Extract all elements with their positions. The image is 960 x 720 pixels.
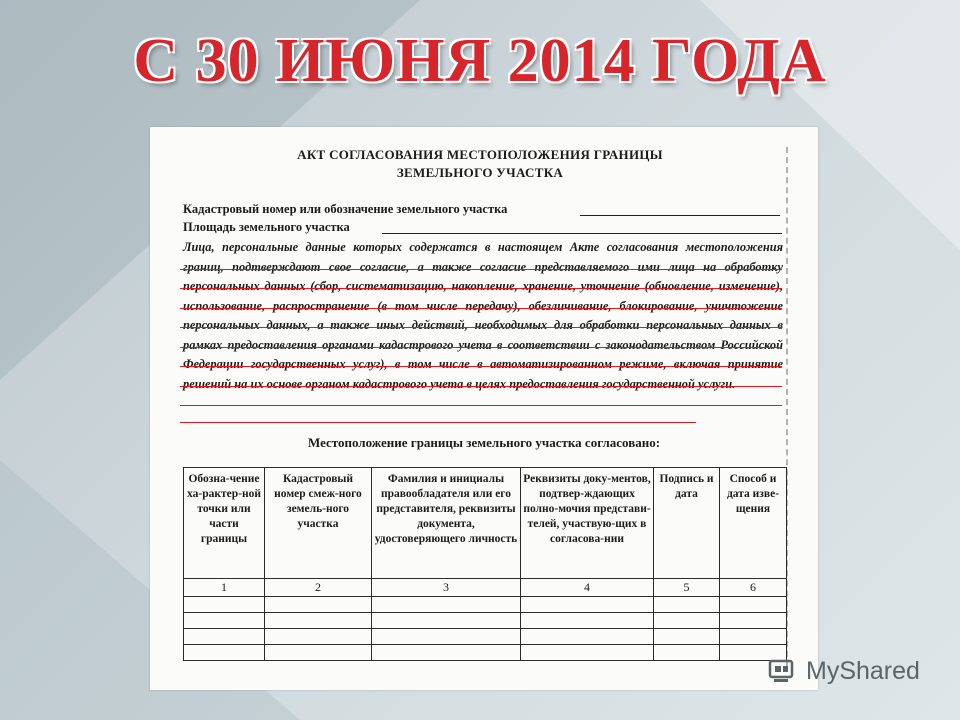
document-title-line1: АКТ СОГЛАСОВАНИЯ МЕСТОПОЛОЖЕНИЯ ГРАНИЦЫ (297, 147, 663, 162)
highlight-underline (180, 386, 782, 387)
table-row (184, 645, 787, 661)
table-header: Кадастровый номер смеж-ного земель-ного участка (265, 468, 372, 579)
highlight-underline (180, 327, 782, 328)
highlight-underline (180, 405, 782, 406)
table-row (184, 597, 787, 613)
column-number: 3 (372, 579, 521, 597)
highlight-underline (180, 308, 782, 309)
column-number: 5 (654, 579, 720, 597)
highlight-underline (180, 347, 782, 348)
document-scan (150, 127, 818, 690)
approval-table (183, 467, 787, 661)
table-row (184, 629, 787, 645)
highlight-underline (180, 288, 782, 289)
plot-area-label: Площадь земельного участка (183, 220, 350, 234)
column-number: 4 (521, 579, 654, 597)
cadastral-number-blank (580, 215, 780, 216)
consent-paragraph: Лица, персональные данные которых содержатся в настоящем Акте согласования местоположения границ, подтверждают свое согласие, а также согласие представляемого ими лица на обработку персональных данных (сбор, систематизацию, накопление, хранение, уточнение (обновление, изменение), использование, распространение (в том числе передачу), обезличивание, блокирование, уничтожение персональных данных, а также иных действий, необходимых для обработки персональных данных в рамках предоставления органами кадастрового учета в соответствии с законодательством Российской Федерации государственных услуг), в том числе в автоматизированном режиме, включая принятие решений на их основе органом кадастрового учета в целях предоставления государственной услуги. (183, 240, 783, 391)
slide-title: С 30 ИЮНЯ 2014 ГОДА (133, 27, 827, 95)
approval-heading: Местоположение границы земельного участка согласовано: (307, 435, 661, 450)
cadastral-number-label: Кадастровый номер или обозначение земельного участка (183, 202, 508, 216)
column-number: 6 (720, 579, 787, 597)
table-header: Обозна-чение ха-рактер-ной точки или части границы (184, 468, 265, 579)
table-header: Подпись и дата (654, 468, 720, 579)
highlight-underline (180, 269, 782, 270)
table-row (184, 579, 787, 597)
table-header: Способ и дата изве-щения (720, 468, 787, 579)
highlight-underline (180, 366, 782, 367)
column-number: 1 (184, 579, 265, 597)
myshared-logo-icon (768, 658, 798, 684)
document-title-line2: ЗЕМЕЛЬНОГО УЧАСТКА (396, 165, 564, 180)
highlight-underline (180, 422, 696, 423)
table-header: Реквизиты доку-ментов, подтвер-ждающих полно-мочия представи-телей, участвую-щих в согласова-нии (521, 468, 654, 579)
plot-area-blank (382, 233, 782, 234)
watermark-text[interactable]: MyShared (806, 657, 920, 685)
column-number: 2 (265, 579, 372, 597)
table-row (184, 613, 787, 629)
table-header: Фамилия и инициалы правообладателя или его представителя, реквизиты документа, удостоверяющего личность (372, 468, 521, 579)
